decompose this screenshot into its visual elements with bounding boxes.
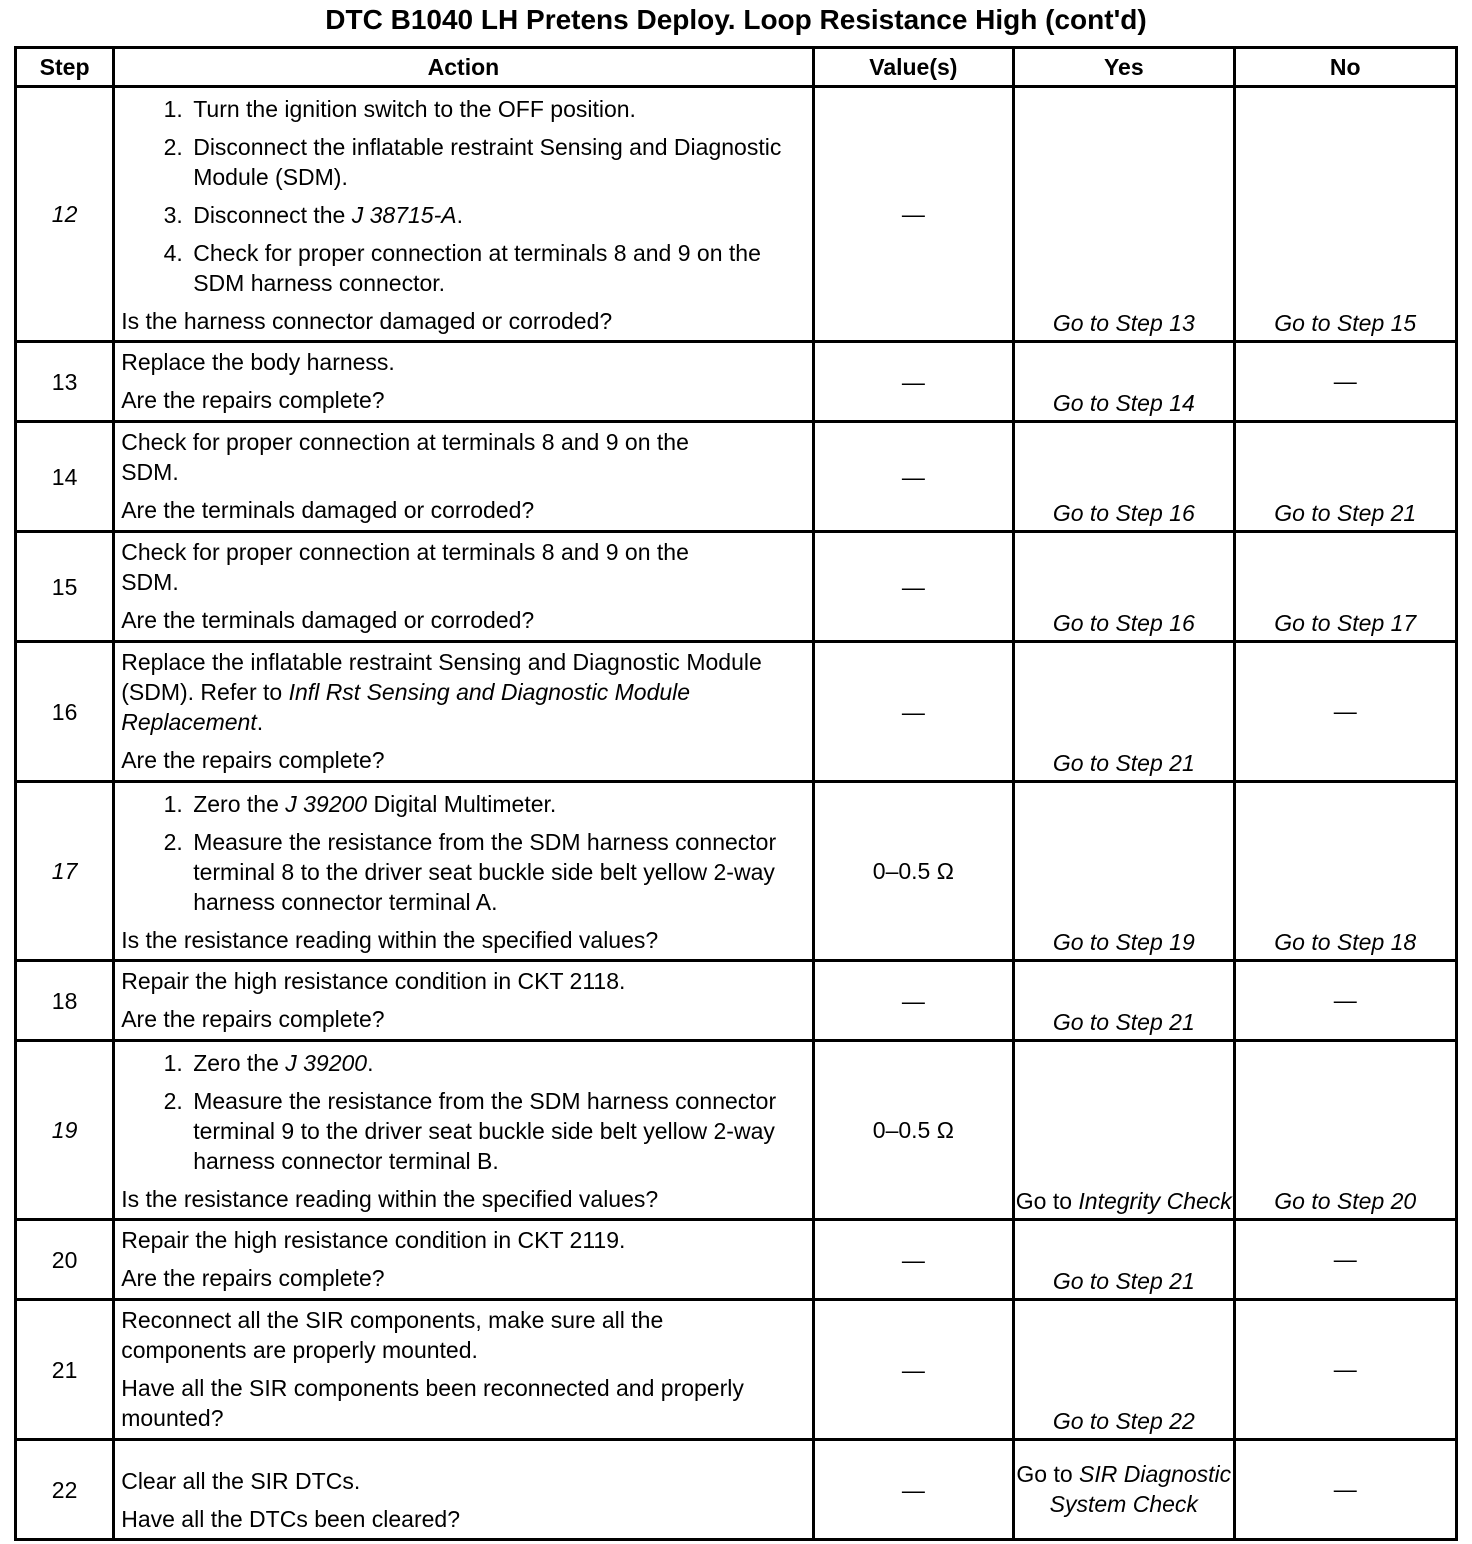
table-row [16, 342, 1457, 422]
yes-cell: Go to Step 19 [1014, 782, 1234, 961]
question: Are the terminals damaged or corroded? [121, 607, 535, 633]
yes-cell: Go to Step 13 [1014, 87, 1234, 342]
no-cell: — [1234, 1300, 1456, 1440]
action-text-part: Replace the inflatable restraint Sensing and Diagnostic Module (SDM). Refer to [121, 649, 762, 705]
action-cell [114, 342, 813, 422]
item-text: Disconnect the [193, 202, 346, 228]
yes-cell: Go to Step 16 [1014, 422, 1234, 532]
question: Have all the SIR components been reconnected and properly mounted? [121, 1375, 744, 1431]
go-to-text: Go to [1015, 1188, 1073, 1214]
table-row [16, 961, 1457, 1041]
procedure-list [121, 94, 805, 298]
action-cell [114, 422, 813, 532]
step-number: 13 [16, 342, 114, 422]
list-item [189, 200, 805, 230]
value-cell: — [813, 642, 1013, 782]
header-step: Step [16, 48, 114, 87]
value-cell: — [813, 422, 1013, 532]
question: Are the repairs complete? [121, 1265, 385, 1291]
header-yes: Yes [1014, 48, 1234, 87]
action-text: Check for proper connection at terminals 8 and 9 on the SDM. [121, 539, 689, 595]
no-cell: — [1234, 1220, 1456, 1300]
value-cell: 0–0.5 Ω [813, 782, 1013, 961]
table-row [16, 1300, 1457, 1440]
action-text-part: . [256, 709, 264, 735]
procedure-list [121, 1048, 805, 1176]
step-number: 21 [16, 1300, 114, 1440]
yes-cell: Go to Step 21 [1014, 1220, 1234, 1300]
item-text: Digital Multimeter. [373, 791, 557, 817]
list-item [189, 789, 805, 819]
tool-reference: J 39200 [285, 791, 368, 817]
no-cell: — [1234, 961, 1456, 1041]
question: Is the resistance reading within the specified values? [121, 927, 659, 953]
header-action: Action [114, 48, 813, 87]
document-reference: Infl Rst Sensing and Diagnostic Module Replacement [121, 679, 691, 735]
question: Are the repairs complete? [121, 387, 385, 413]
step-number: 12 [16, 87, 114, 342]
procedure-reference: SIR Diagnostic System Check [1049, 1460, 1232, 1517]
action-text: Repair the high resistance condition in CKT 2119. [121, 1227, 626, 1253]
yes-cell [1014, 1440, 1234, 1540]
question: Are the terminals damaged or corroded? [121, 497, 535, 523]
value-cell: — [813, 532, 1013, 642]
action-text [121, 647, 805, 737]
list-item: 2. Measure the resistance from the SDM harness connector terminal 9 to the driver seat buckle side belt yellow 2-way harness connector terminal B. [189, 1086, 805, 1176]
step-number: 14 [16, 422, 114, 532]
action-cell [114, 961, 813, 1041]
header-row [16, 48, 1457, 87]
go-to-text: Go to [1016, 1460, 1073, 1487]
question: Are the repairs complete? [121, 747, 385, 773]
value-cell: — [813, 961, 1013, 1041]
header-no: No [1234, 48, 1456, 87]
yes-cell: Go to Step 22 [1014, 1300, 1234, 1440]
header-values: Value(s) [813, 48, 1013, 87]
action-cell [114, 1041, 813, 1220]
list-item: 2. Measure the resistance from the SDM harness connector terminal 8 to the driver seat buckle side belt yellow 2-way harness connector terminal A. [189, 827, 805, 917]
list-item: 4. Check for proper connection at terminals 8 and 9 on the SDM harness connector. [189, 238, 805, 298]
action-cell [114, 782, 813, 961]
step-number: 16 [16, 642, 114, 782]
action-cell [114, 1220, 813, 1300]
action-cell [114, 532, 813, 642]
table-row [16, 782, 1457, 961]
table-row [16, 422, 1457, 532]
no-cell: — [1234, 342, 1456, 422]
action-cell [114, 87, 813, 342]
no-cell: Go to Step 21 [1234, 422, 1456, 532]
table-row [16, 87, 1457, 342]
value-cell: 0–0.5 Ω [813, 1041, 1013, 1220]
table-row [16, 1220, 1457, 1300]
step-number: 18 [16, 961, 114, 1041]
item-text: . [456, 202, 463, 228]
table-row [16, 642, 1457, 782]
tool-reference: J 39200 [285, 1050, 368, 1076]
step-number: 22 [16, 1440, 114, 1540]
tool-reference: J 38715-A [351, 202, 457, 228]
step-number: 17 [16, 782, 114, 961]
table-row [16, 1041, 1457, 1220]
yes-cell: Go to Step 21 [1014, 961, 1234, 1041]
list-item: 1. Turn the ignition switch to the OFF position. [189, 94, 805, 124]
action-text: Clear all the SIR DTCs. [121, 1468, 361, 1494]
diagnostic-table [14, 46, 1458, 1541]
action-cell [114, 1300, 813, 1440]
no-cell: Go to Step 20 [1234, 1041, 1456, 1220]
yes-cell: Go to Step 14 [1014, 342, 1234, 422]
item-text: Zero the [193, 791, 279, 817]
page-title: DTC B1040 LH Pretens Deploy. Loop Resistance High (cont'd) [325, 4, 1147, 35]
value-cell: — [813, 1220, 1013, 1300]
table-row [16, 532, 1457, 642]
procedure-reference: Integrity Check [1078, 1188, 1232, 1214]
value-cell: — [813, 342, 1013, 422]
no-cell: Go to Step 18 [1234, 782, 1456, 961]
list-item [189, 1048, 805, 1078]
list-item: 2. Disconnect the inflatable restraint Sensing and Diagnostic Module (SDM). [189, 132, 805, 192]
value-cell: — [813, 1300, 1013, 1440]
table-row [16, 1440, 1457, 1540]
no-cell: Go to Step 15 [1234, 87, 1456, 342]
question: Have all the DTCs been cleared? [121, 1506, 460, 1532]
action-cell [114, 642, 813, 782]
action-text: Check for proper connection at terminals 8 and 9 on the SDM. [121, 429, 689, 485]
question: Are the repairs complete? [121, 1006, 385, 1032]
question: Is the harness connector damaged or corroded? [121, 308, 613, 334]
question: Is the resistance reading within the specified values? [121, 1186, 659, 1212]
action-text: Repair the high resistance condition in CKT 2118. [121, 968, 626, 994]
value-cell: — [813, 87, 1013, 342]
value-cell: — [813, 1440, 1013, 1540]
no-cell: — [1234, 1440, 1456, 1540]
action-text: Reconnect all the SIR components, make sure all the components are properly mounted. [121, 1307, 664, 1363]
yes-cell: Go to Step 21 [1014, 642, 1234, 782]
action-text: Replace the body harness. [121, 349, 395, 375]
action-cell [114, 1440, 813, 1540]
yes-cell [1014, 1041, 1234, 1220]
step-number: 19 [16, 1041, 114, 1220]
step-number: 20 [16, 1220, 114, 1300]
no-cell: — [1234, 642, 1456, 782]
step-number: 15 [16, 532, 114, 642]
item-text: Zero the [193, 1050, 279, 1076]
procedure-list [121, 789, 805, 917]
no-cell: Go to Step 17 [1234, 532, 1456, 642]
yes-cell: Go to Step 16 [1014, 532, 1234, 642]
item-text: . [367, 1050, 374, 1076]
